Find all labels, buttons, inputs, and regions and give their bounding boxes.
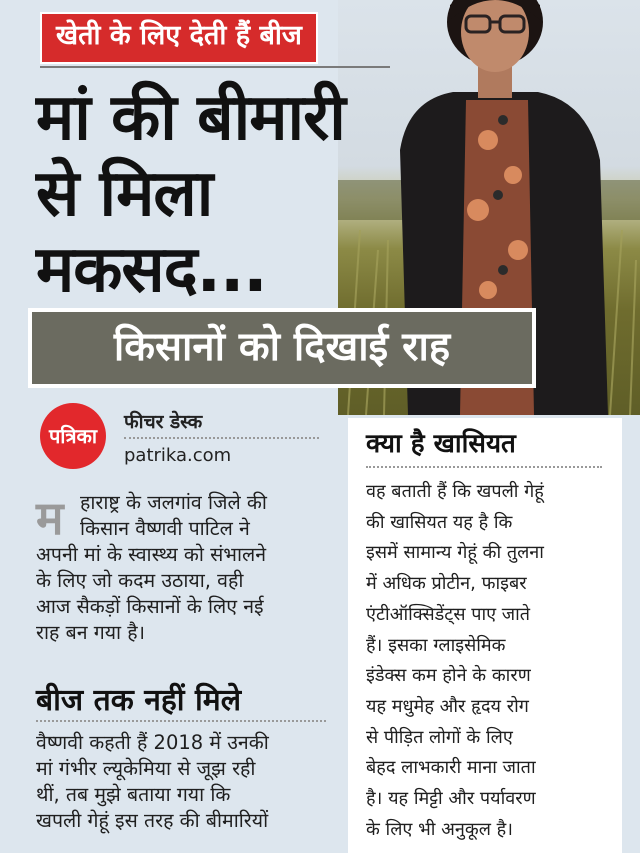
byline-divider [124,437,319,439]
headline-line-3: मकसद... [36,233,267,307]
intro-line: आज सैकड़ों किसानों के लिए नई [36,595,264,618]
deck-banner: किसानों को दिखाई राह [28,308,536,388]
byline-site: patrika.com [124,445,232,466]
section-line: वैष्णवी कहती हैं 2018 में उनकी [36,731,269,754]
patrika-logo: पत्रिका [40,403,106,469]
kicker-rule [40,66,390,68]
headline-line-2: से मिला [36,157,213,231]
intro-line: अपनी मां के स्वास्थ्य को संभालने [36,543,267,566]
sidebar-line: इसमें सामान्य गेहूं की तुलना [366,542,544,564]
sidebar-line: से पीड़ित लोगों के लिए [366,726,513,748]
drop-cap: म [36,491,64,545]
intro-line: राह बन गया है। [36,621,146,644]
sidebar-line: एंटीऑक्सिडेंट्स पाए जाते [366,603,531,625]
intro-line: हाराष्ट्र के जलगांव जिले की [80,491,267,514]
intro-paragraph [36,490,267,646]
section-heading: बीज तक नहीं मिले [36,683,242,718]
sidebar-title: क्या है खासियत [366,429,516,459]
section-line: थीं, तब मुझे बताया गया कि [36,783,231,806]
headline-line-1: मां की बीमारी [36,81,345,155]
sidebar-divider [366,466,602,468]
kicker-label: खेती के लिए देती हैं बीज [40,12,318,64]
headline [36,80,345,308]
sidebar-line: यह मधुमेह और हृदय रोग [366,695,529,717]
sidebar-body [366,477,544,845]
sidebar-line: में अधिक प्रोटीन, फाइबर [366,573,527,595]
intro-line: के लिए जो कदम उठाया, वही [36,569,244,592]
section-line: खपली गेहूं इस तरह की बीमारियों [36,809,269,832]
intro-line: किसान वैष्णवी पाटिल ने [80,517,250,540]
section-divider [36,720,326,722]
sidebar-line: हैं। इसका ग्लाइसेमिक [366,634,506,656]
sidebar-line: वह बताती हैं कि खपली गेहूं [366,481,544,502]
section-paragraph [36,730,269,834]
sidebar-line: है। यह मिट्टी और पर्यावरण [366,788,536,810]
sidebar-line: बेहद लाभकारी माना जाता [366,757,536,779]
sidebar-line: के लिए भी अनुकूल है। [366,818,513,840]
section-line: मां गंभीर ल्यूकेमिया से जूझ रही [36,757,256,780]
sidebar-line: इंडेक्स कम होने के कारण [366,665,531,687]
sidebar-line: की खासियत यह है कि [366,511,513,533]
byline-name: फीचर डेस्क [124,411,203,433]
